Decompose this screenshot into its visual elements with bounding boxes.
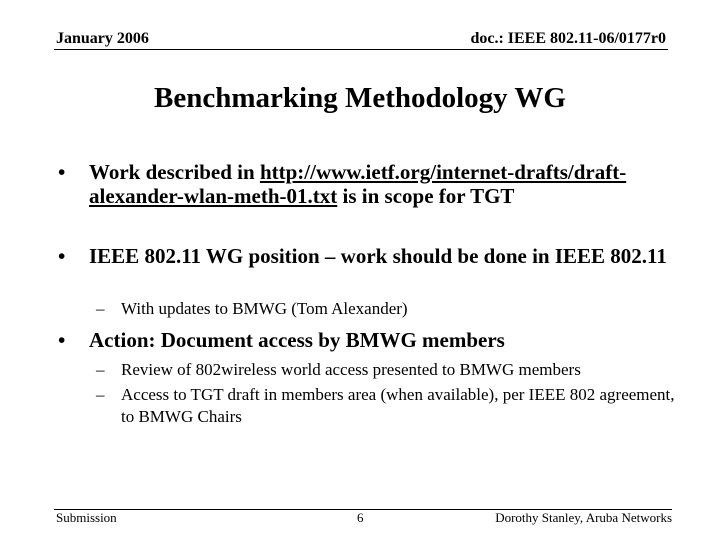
bullet-text: IEEE 802.11 WG position – work should be done in IEEE 802.11	[89, 244, 667, 268]
bullet-marker: •	[58, 244, 66, 268]
dash-marker: –	[96, 360, 105, 379]
slide-title: Benchmarking Methodology WG	[154, 82, 566, 114]
dash-marker: –	[96, 385, 105, 404]
header-doc-id: doc.: IEEE 802.11-06/0177r0	[470, 30, 666, 47]
bullet-text: Action: Document access by BMWG members	[89, 328, 505, 352]
footer-submission: Submission	[56, 510, 117, 525]
bullet-wg-position	[58, 244, 679, 268]
footer-author: Dorothy Stanley, Aruba Networks	[495, 510, 672, 525]
sub-bullet-text: With updates to BMWG (Tom Alexander)	[121, 299, 408, 318]
bullet-text-prefix: Work described in	[89, 160, 260, 184]
sub-bullet-text: Access to TGT draft in members area (when available), per IEEE 802 agreement, to BMWG Chairs	[121, 385, 675, 426]
bullet-work-described	[58, 160, 679, 208]
sub-bullet-review	[96, 359, 681, 381]
sub-bullet-bmwg-updates	[96, 298, 681, 320]
bullet-marker: •	[58, 160, 66, 184]
sub-bullet-text: Review of 802wireless world access presented to BMWG members	[121, 360, 581, 379]
ietf-draft-link[interactable]: http://www.ietf.org/internet-drafts/draft-alexander-wlan-meth-01.txt	[89, 160, 627, 208]
dash-marker: –	[96, 299, 105, 318]
bullet-text-suffix: is in scope for TGT	[337, 184, 515, 208]
sub-bullet-tgt-draft-access	[96, 384, 681, 428]
bullet-action	[58, 328, 679, 352]
bullet-marker: •	[58, 328, 66, 352]
header-date: January 2006	[56, 30, 149, 47]
header-divider	[54, 49, 668, 50]
footer-page-number: 6	[357, 510, 364, 525]
